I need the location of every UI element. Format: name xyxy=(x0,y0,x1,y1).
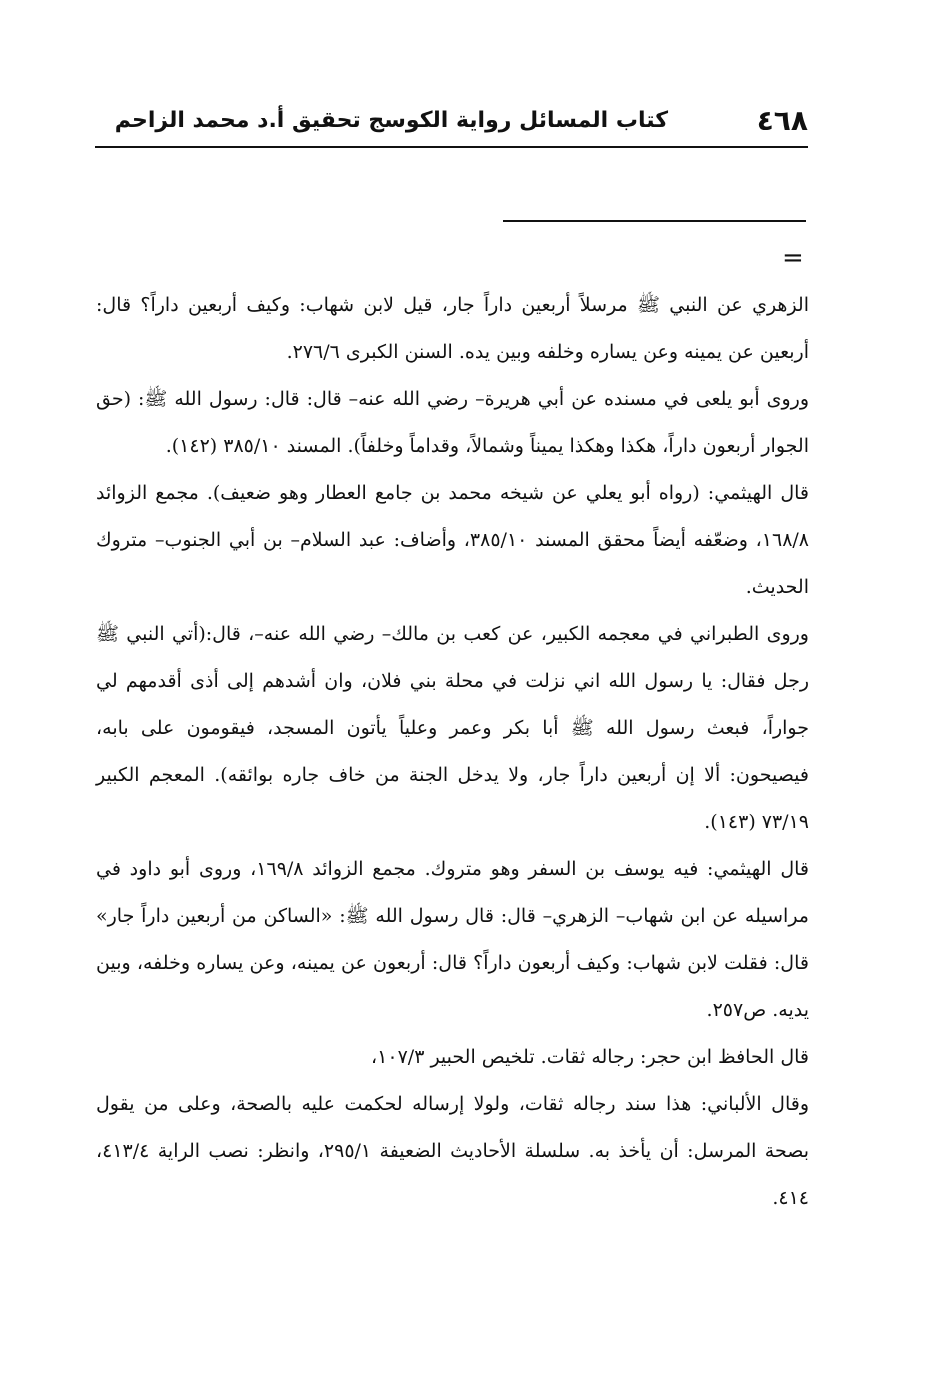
footnote-paragraph: وروى أبو يلعى في مسنده عن أبي هريرة– رضي الله عنه– قال: قال: رسول الله ﷺ: (حق الجوار أربعون داراً، هكذا وهكذا يميناً وشمالاً، وقداماً وخلفاً). المسند ٣٨٥/١٠ (١٤٢). xyxy=(96,388,809,457)
page-number: ٤٦٨ xyxy=(756,104,808,137)
footnote-paragraph: قال الهيثمي: (رواه أبو يعلي عن شيخه محمد بن جامع العطار وهو ضعيف). مجمع الزوائد ١٦٨/٨، وضعّفه أيضاً محقق المسند ٣٨٥/١٠، وأضاف: عبد السلام– بن أبي الجنوب– متروك الحديث. xyxy=(96,482,810,598)
footnote-paragraph: وروى الطبراني في معجمه الكبير، عن كعب بن مالك– رضي الله عنه–، قال:(أتي النبي ﷺ رجل فقال: يا رسول الله اني نزلت في محلة بني فلان، وان أشدهم إلى أذى أقدمهم لي جواراً، فبعث رسول الله ﷺ أبا بكر وعمر وعلياً يأتون المسجد، فيقومون على بابه، فيصيحون: ألا إن أربعين داراً جار، ولا يدخل الجنة من خاف جاره بوائقه). المعجم الكبير ٧٣/١٩ (١٤٣). xyxy=(96,623,809,833)
page-header xyxy=(95,100,808,144)
footnote-continuation-mark: = xyxy=(782,243,804,273)
footnote-paragraph: الزهري عن النبي ﷺ مرسلاً أربعين داراً جار، قيل لابن شهاب: وكيف أربعين داراً؟ قال: أربعين عن يمينه وعن يساره وخلفه وبين يده. السنن الكبرى ٢٧٦/٦. xyxy=(96,294,809,363)
footnote-text xyxy=(96,282,809,1222)
footnote-paragraph: قال الحافظ ابن حجر: رجاله ثقات. تلخيص الحبير ١٠٧/٣، xyxy=(371,1046,809,1068)
footnote-separator xyxy=(503,220,806,222)
footnote-paragraph: وقال الألباني: هذا سند رجاله ثقات، ولولا إرساله لحكمت عليه بالصحة، وعلى من يقول بصحة المرسل: أن يأخذ به. سلسلة الأحاديث الضعيفة ٢٩٥/١، وانظر: نصب الراية ٤١٣/٤، ٤١٤. xyxy=(96,1093,809,1209)
footnote-paragraph: قال الهيثمي: فيه يوسف بن السفر وهو متروك. مجمع الزوائد ١٦٩/٨، وروى أبو داود في مراسيله عن ابن شهاب– الزهري– قال: قال رسول الله ﷺ: «الساكن من أربعين داراً جار» قال: فقلت لابن شهاب: وكيف أربعون داراً؟ قال: أربعون عن يمينه، وعن يساره وخلفه، وبين يديه. ص٢٥٧. xyxy=(96,858,809,1021)
running-title: كتاب المسائل رواية الكوسج تحقيق أ.د محمد الزاحم xyxy=(114,108,668,133)
header-rule xyxy=(95,146,808,148)
